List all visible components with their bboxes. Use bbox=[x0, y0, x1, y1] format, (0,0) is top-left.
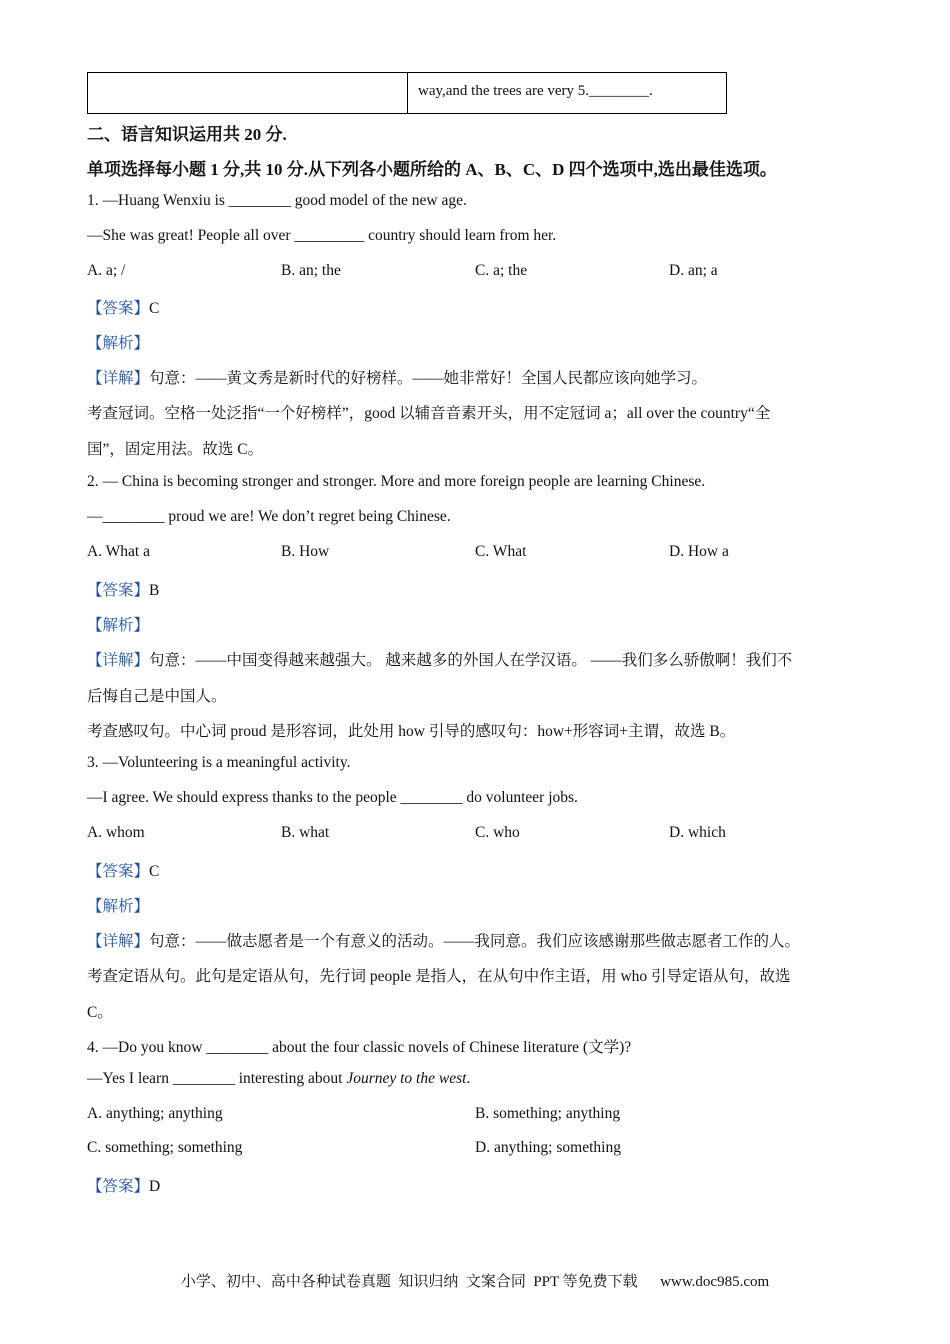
q4-option-a: A. anything; anything bbox=[87, 1105, 223, 1122]
q1-explain-2: 国”，固定用法。故选 C。 bbox=[87, 441, 264, 458]
q2-analysis-label: 【解析】 bbox=[87, 617, 150, 634]
q2-answer-value: B bbox=[149, 582, 160, 599]
answer-label: 【答案】 bbox=[87, 300, 150, 317]
section-instruction: 单项选择每小题 1 分,共 10 分.从下列各小题所给的 A、B、C、D 四个选项中,选出最佳选项。 bbox=[87, 160, 777, 179]
table-cell-left bbox=[88, 73, 408, 113]
q2-option-b: B. How bbox=[281, 543, 330, 560]
q1-analysis-label: 【解析】 bbox=[87, 335, 150, 352]
q2-line2: —________ proud we are! We don’t regret being Chinese. bbox=[87, 508, 451, 525]
q2-option-c: C. What bbox=[475, 543, 527, 560]
q4-answer bbox=[87, 1174, 160, 1196]
q2-answer bbox=[87, 578, 159, 600]
q3-option-b: B. what bbox=[281, 824, 330, 841]
q4-line1: 4. —Do you know ________ about the four classic novels of Chinese literature (文学)? bbox=[87, 1039, 632, 1056]
q3-detail bbox=[87, 929, 800, 951]
q1-option-b: B. an; the bbox=[281, 262, 341, 279]
q3-line2: —I agree. We should express thanks to the people ________ do volunteer jobs. bbox=[87, 789, 578, 806]
q3-line1: 3. —Volunteering is a meaningful activity. bbox=[87, 754, 351, 771]
q1-detail-text: 句意：——黄文秀是新时代的好榜样。——她非常好！全国人民都应该向她学习。 bbox=[149, 370, 708, 387]
q3-explain-1: 考查定语从句。此句是定语从句，先行词 people 是指人，在从句中作主语，用 who 引导定语从句，故选 bbox=[87, 968, 791, 985]
q1-answer bbox=[87, 296, 159, 318]
q4-answer-value: D bbox=[149, 1178, 161, 1195]
q3-option-a: A. whom bbox=[87, 824, 145, 841]
q2-detail-2: 后悔自己是中国人。 bbox=[87, 688, 227, 705]
answer-label: 【答案】 bbox=[87, 582, 150, 599]
q4-line2-post: . bbox=[466, 1070, 471, 1087]
q4-option-b: B. something; anything bbox=[475, 1105, 621, 1122]
q3-answer bbox=[87, 859, 159, 881]
answer-label: 【答案】 bbox=[87, 1178, 150, 1195]
q4-line2-pre: —Yes I learn ________ interesting about bbox=[87, 1070, 347, 1087]
q2-option-a: A. What a bbox=[87, 543, 150, 560]
q2-explain-1: 考查感叹句。中心词 proud 是形容词，此处用 how 引导的感叹句：how+形容词+主谓，故选 B。 bbox=[87, 723, 736, 740]
q3-analysis-label: 【解析】 bbox=[87, 898, 150, 915]
q1-line1: 1. —Huang Wenxiu is ________ good model of the new age. bbox=[87, 192, 467, 209]
q2-line1: 2. — China is becoming stronger and stronger. More and more foreign people are learning Chinese. bbox=[87, 473, 706, 490]
q3-explain-2: C。 bbox=[87, 1004, 113, 1021]
q1-detail bbox=[87, 366, 707, 388]
q2-detail-text: 句意：——中国变得越来越强大。 越来越多的外国人在学汉语。 ——我们多么骄傲啊！我们不 bbox=[149, 652, 793, 669]
detail-label: 【详解】 bbox=[87, 933, 150, 950]
detail-label: 【详解】 bbox=[87, 652, 150, 669]
q3-detail-text: 句意：——做志愿者是一个有意义的活动。——我同意。我们应该感谢那些做志愿者工作的人。 bbox=[149, 933, 801, 950]
q2-option-d: D. How a bbox=[669, 543, 729, 560]
q3-option-d: D. which bbox=[669, 824, 726, 841]
page-footer: 小学、初中、高中各种试卷真题 知识归纳 文案合同 PPT 等免费下载 www.doc985.com bbox=[180, 1274, 770, 1290]
q2-detail bbox=[87, 648, 792, 670]
q3-answer-value: C bbox=[149, 863, 160, 880]
table-cell-right: way,and the trees are very 5.________. bbox=[418, 83, 653, 99]
q4-option-d: D. anything; something bbox=[475, 1139, 621, 1156]
q4-option-c: C. something; something bbox=[87, 1139, 243, 1156]
q3-option-c: C. who bbox=[475, 824, 520, 841]
q4-line2-title: Journey to the west bbox=[346, 1070, 467, 1087]
q1-option-d: D. an; a bbox=[669, 262, 718, 279]
answer-label: 【答案】 bbox=[87, 863, 150, 880]
section-title: 二、语言知识运用共 20 分. bbox=[87, 125, 287, 144]
q1-line2: —She was great! People all over _________ country should learn from her. bbox=[87, 227, 557, 244]
q1-answer-value: C bbox=[149, 300, 160, 317]
top-table bbox=[87, 72, 727, 114]
detail-label: 【详解】 bbox=[87, 370, 150, 387]
q1-explain-1: 考查冠词。空格一处泛指“一个好榜样”，good 以辅音音素开头，用不定冠词 a；all over the country“全 bbox=[87, 405, 771, 422]
q1-option-a: A. a; / bbox=[87, 262, 126, 279]
q1-option-c: C. a; the bbox=[475, 262, 528, 279]
q4-line2 bbox=[87, 1070, 470, 1088]
